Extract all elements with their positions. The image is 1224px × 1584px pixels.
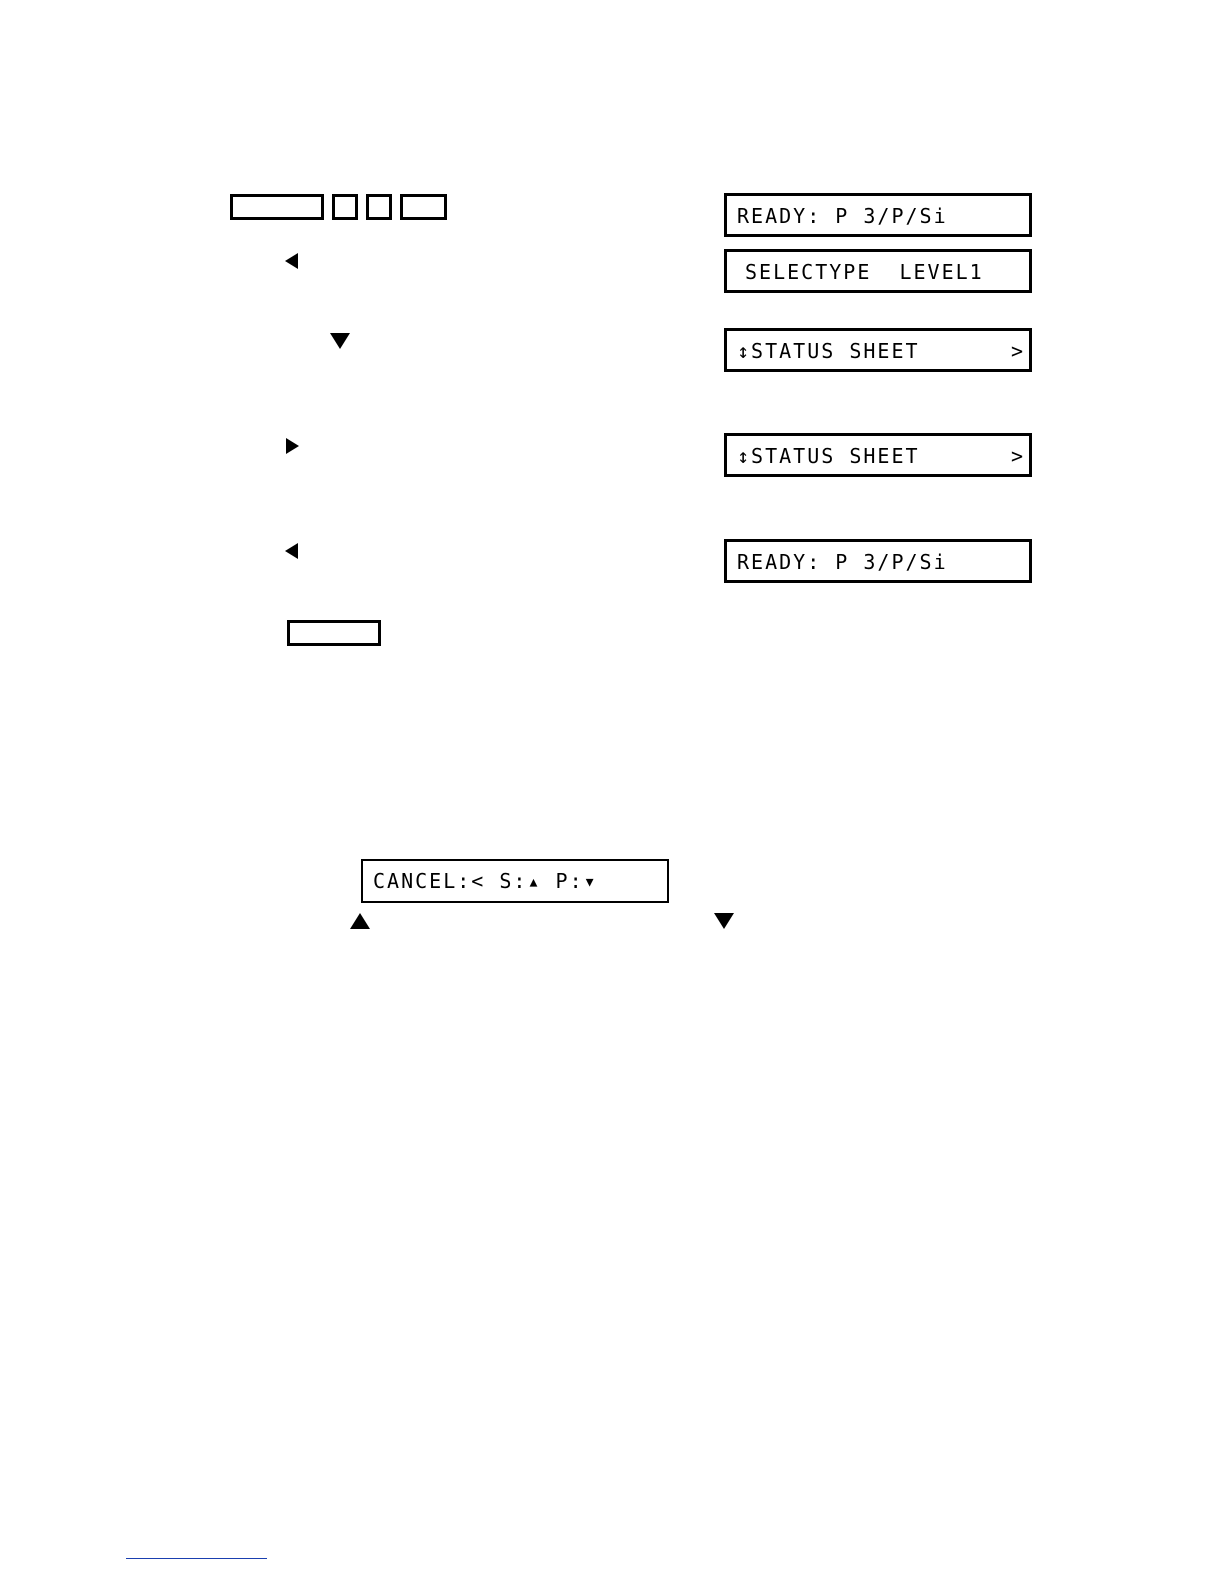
- lcd-ready-1: [724, 193, 1032, 237]
- down-arrow-icon: [330, 333, 350, 349]
- key-box-small-2: [366, 194, 392, 220]
- key-box-wide: [230, 194, 324, 220]
- down-arrow-icon: [714, 913, 734, 929]
- lcd-selectype: [724, 249, 1032, 293]
- lcd-ready-2-text: READY: P 3/P/Si: [737, 550, 948, 574]
- lcd-status-sheet-2-text: ↕STATUS SHEET: [737, 444, 920, 468]
- lcd-selectype-text: SELECTYPE LEVEL1: [745, 260, 984, 284]
- lcd-ready-1-text: READY: P 3/P/Si: [737, 204, 948, 228]
- key-box-single: [287, 620, 381, 646]
- footer-rule: [126, 1558, 267, 1559]
- right-arrow-icon: [286, 438, 299, 454]
- key-box-small-1: [332, 194, 358, 220]
- left-arrow-icon: [285, 253, 298, 269]
- lcd-ready-2: [724, 539, 1032, 583]
- key-box-medium: [400, 194, 447, 220]
- lcd-cancel-text: CANCEL:< S:▴ P:▾: [373, 869, 598, 893]
- lcd-cancel: [361, 859, 669, 903]
- left-arrow-icon: [285, 543, 298, 559]
- up-arrow-icon: [350, 913, 370, 929]
- chevron-right-icon: >: [1010, 444, 1025, 468]
- lcd-status-sheet-2: [724, 433, 1032, 477]
- lcd-status-sheet-1-text: ↕STATUS SHEET: [737, 339, 920, 363]
- chevron-right-icon: >: [1010, 339, 1025, 363]
- lcd-status-sheet-1: [724, 328, 1032, 372]
